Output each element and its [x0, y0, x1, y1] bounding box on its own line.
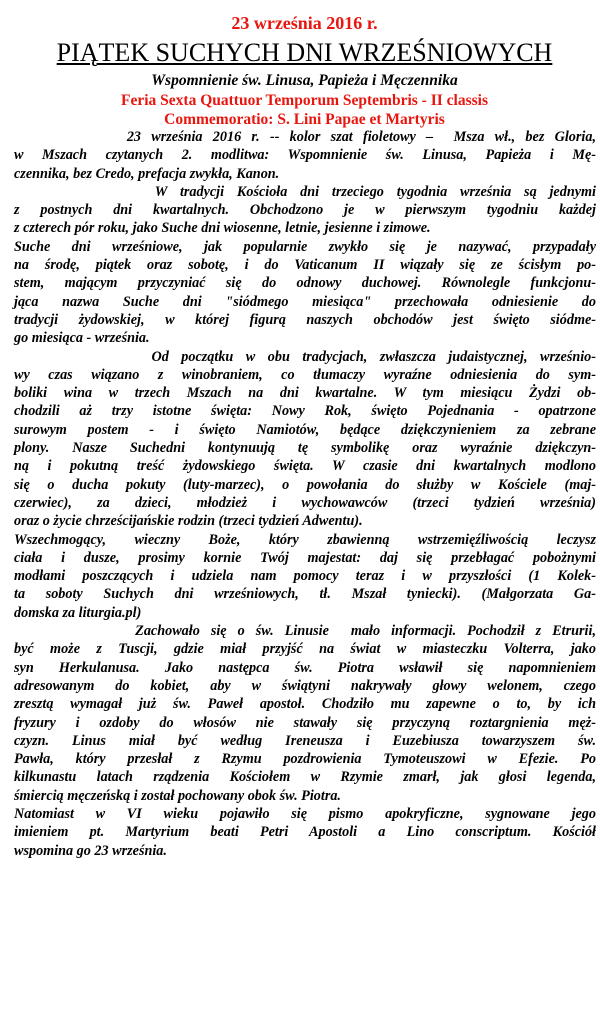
text-line: domska za liturgia.pl) [14, 604, 142, 621]
text-line: Pawła, który przesłał z Rzymu pozdrowienia Tymoteuszowi w Efezie. Po [14, 751, 596, 768]
body-text [14, 128, 596, 860]
commemoration-subtitle: Wspomnienie św. Linusa, Papieża i Męczennika [151, 72, 458, 89]
text-line: Suche dni wrześniowe, jak popularnie zwykło się je nazywać, przypadały [14, 238, 596, 255]
text-line: Od początku w obu tradycjach, zwłaszcza judaistycznej, wrześnio- [14, 348, 596, 365]
text-line: z postnych dni kwartalnych. Obchodzono je w pierwszym tygodniu każdej [14, 202, 596, 219]
text-line: w Mszach czytanych 2. modlitwa: Wspomnienie św. Linusa, Papieża i Mę- [14, 147, 596, 164]
text-line: czerwiec), za dzieci, młodzież i wychowawców (trzeci tydzień września) [14, 494, 596, 511]
text-line: Natomiast w VI wieku pojawiło się pismo apokryficzne, sygnowane jego [14, 805, 596, 822]
latin-commemoratio-heading: Commemoratio: S. Lini Papae et Martyris [164, 111, 445, 128]
paragraph [14, 531, 596, 622]
text-line: 23 września 2016 r. -- kolor szat fioletowy – Msza wł., bez Gloria, [14, 129, 596, 145]
text-line: ną i pokutną treść żydowskiego święta. W czasie dni kwartalnych modlono [14, 458, 596, 475]
text-line: jąca nazwa Suche dni "siódmego miesiąca" przechowała odniesienie do [14, 293, 596, 310]
text-line: plony. Nasze Suchedni kontynuują tę symbolikę oraz wyraźnie dziękczyn- [14, 440, 596, 457]
paragraph [14, 805, 596, 860]
text-line: tradycji żydowskiej, w której figurą naszych obchodów jest święto siódme- [14, 311, 596, 328]
text-line: syn Herkulanusa. Jako następca św. Piotra wsławił się napomnieniem [14, 659, 596, 676]
text-line: się o ducha pokuty (luty-marzec), o powołania do służby w Kościele (maj- [14, 476, 596, 493]
text-line: W tradycji Kościoła dni trzeciego tygodnia września są jednymi [14, 183, 596, 200]
page-title: PIĄTEK SUCHYCH DNI WRZEŚNIOWYCH [56, 38, 553, 67]
text-line: surowym postem - i święto Namiotów, będące dziękczynieniem za zebrane [14, 421, 596, 438]
text-line: ciała i dusze, prosimy kornie Twój majestat: daj się przebłagać pobożnymi [14, 549, 596, 566]
text-line: oraz o życie chrześcijańskie rodzin (trzeci tydzień Adwentu). [14, 513, 363, 530]
text-line: śmiercią męczeńską i został pochowany obok św. Piotra. [14, 787, 341, 804]
paragraph [14, 238, 596, 348]
text-line: kilkunastu latach rządzenia Kościołem w Rzymie zmarł, jak głosi legenda, [14, 769, 596, 786]
text-line: czennika, bez Credo, prefacja zwykła, Kanon. [14, 165, 280, 182]
text-line: być może z Tuscji, gdzie miał przyjść na świat w miasteczku Volterra, jako [14, 641, 596, 658]
text-line: go miesiąca - września. [14, 330, 150, 347]
text-line: z czterech pór roku, jako Suche dni wiosenne, letnie, jesienne i zimowe. [14, 220, 431, 237]
date-heading: 23 września 2016 r. [231, 13, 378, 33]
paragraph [14, 348, 596, 531]
text-line: stem, mającym przyczyniać się do odnowy duchowej. Równolegle funkcjonu- [14, 275, 596, 292]
text-line: modłami poszczących i udziela nam pomocy teraz i w przyszłości (1 Kolek- [14, 568, 596, 585]
text-line: Zachowało się o św. Linusie mało informacji. Pochodził z Etrurii, [14, 623, 596, 640]
paragraph [14, 622, 596, 805]
text-line: fryzury i ozdoby do włosów nie stawały się przyczyną roztargnienia męż- [14, 714, 596, 731]
text-line: na środę, piątek oraz sobotę, i do Vaticanum II wiązały się ze ścisłym po- [14, 257, 596, 274]
text-line: chodzili aż trzy istotne święta: Nowy Rok, święto Pojednania - opatrzone [14, 403, 596, 420]
text-line: Wszechmogący, wieczny Boże, który zbawienną wstrzemięźliwością leczysz [14, 531, 596, 548]
text-line: ta soboty Suchych dni wrześniowych, tł. Mszał tyniecki). (Małgorzata Ga- [14, 586, 596, 603]
text-line: boliki wina w trzech Mszach na dni kwartalne. W tym miesiącu Żydzi ob- [14, 385, 596, 402]
text-line: imieniem pt. Martyrium beati Petri Apostoli a Lino conscriptum. Kościół [14, 824, 596, 841]
text-line: czyzn. Linus miał być według Ireneusza i Euzebiusza towarzyszem św. [14, 732, 596, 749]
latin-feria-heading: Feria Sexta Quattuor Temporum Septembris - II classis [121, 92, 488, 109]
paragraph [14, 183, 596, 238]
text-line: adresowanym do kobiet, aby w świątyni nakrywały głowy welonem, czego [14, 677, 596, 694]
text-line: wspomina go 23 września. [14, 842, 167, 859]
text-line: wy czas wiązano z winobraniem, co tłumaczy wyraźne odniesienia do sym- [14, 366, 596, 383]
paragraph [14, 128, 596, 183]
text-line: zresztą wymagał już św. Paweł apostoł. Chodziło mu zapewne o to, by ich [14, 696, 596, 713]
